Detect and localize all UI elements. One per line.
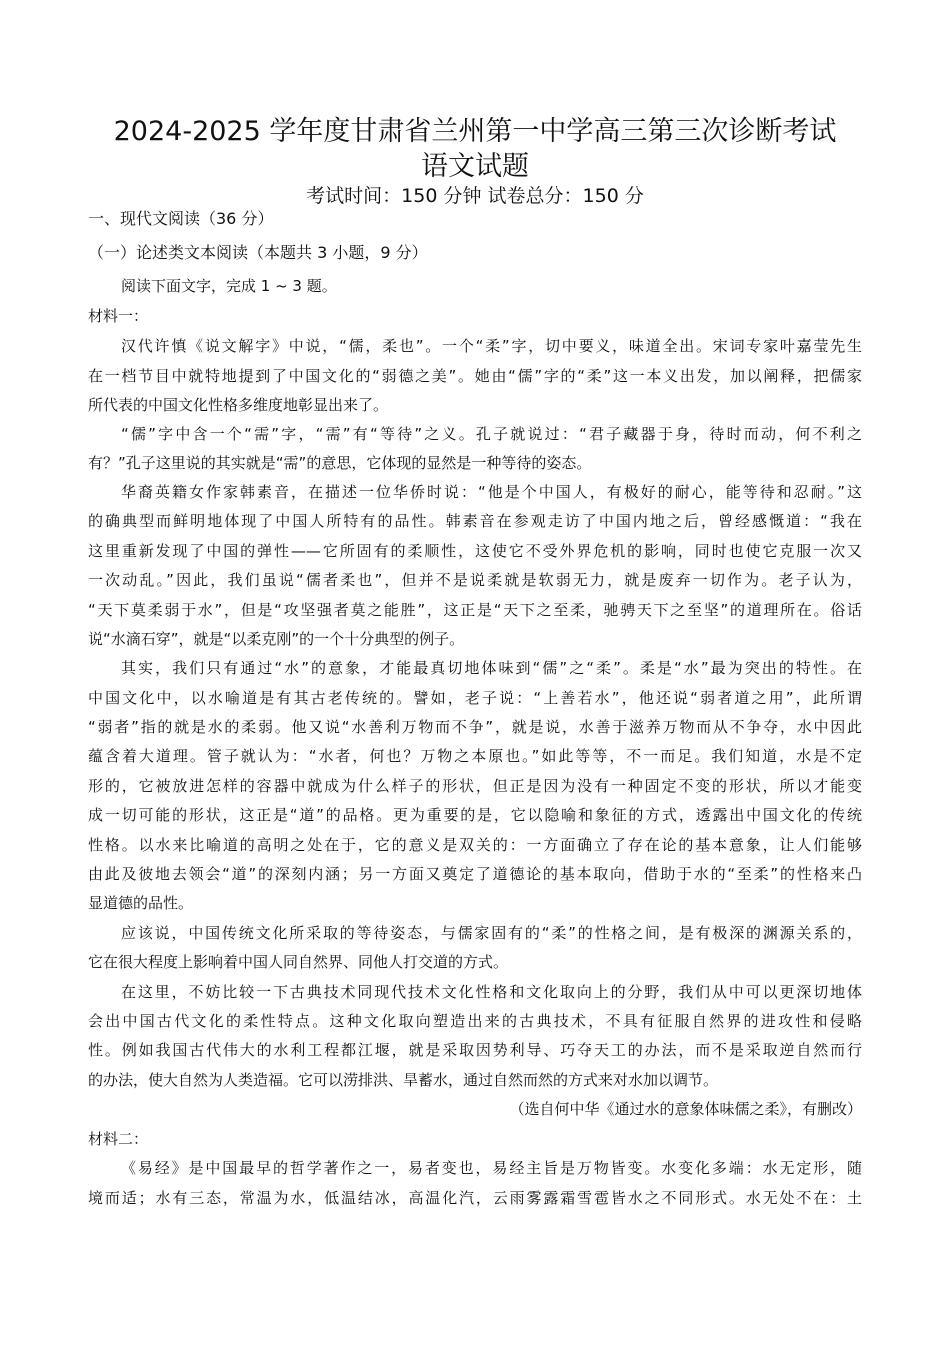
- paragraph-line: 有？”孔子这里说的其实就是“需”的意思，它体现的显然是一种等待的姿态。: [88, 454, 592, 472]
- section-heading: 一、现代文阅读（36 分）: [88, 209, 274, 228]
- paragraph-line: “天下莫柔弱于水”，但是“攻坚强者莫之能胜”，这正是“天下之至柔，驰骋天下之至坚”的道理所在。俗话: [88, 601, 862, 619]
- paragraph-line: 性。例如我国古代伟大的水利工程都江堰，就是采取因势利导、巧夺天工的办法，而不是采取逆自然而行: [88, 1041, 862, 1059]
- paragraph-line: 的确典型而鲜明地体现了中国人所特有的品性。韩素音在参观走访了中国内地之后，曾经感慨道：“我在: [88, 512, 862, 530]
- exam-title: 2024-2025 学年度甘肃省兰州第一中学高三第三次诊断考试: [113, 116, 837, 147]
- paragraph-line: 中国文化中，以水喻道是有其古老传统的。譬如，老子说：“上善若水”，他还说“弱者道之用”，此所谓: [88, 689, 862, 707]
- source-citation: （选自何中华《通过水的意象体味儒之柔》，有删改）: [509, 1100, 862, 1118]
- paragraph-line: 它在很大程度上影响着中国人同自然界、同他人打交道的方式。: [88, 953, 509, 971]
- paragraph-line: 在这里，不妨比较一下古典技术同现代技术文化性格和文化取向上的分野，我们从中可以更深切地体: [121, 983, 862, 1001]
- paragraph-line: 性格。以水来比喻道的高明之处在于，它的意义是双关的：一方面确立了存在论的基本意象，让人们能够: [88, 836, 862, 854]
- paragraph-line: 境而适；水有三态，常温为水，低温结冰，高温化汽，云雨雾露霜雪雹皆水之不同形式。水无处不在：土: [88, 1189, 862, 1207]
- paragraph-line: “儒”字中含一个“需”字，“需”有“等待”之义。孔子就说过：“君子藏器于身，待时而动，何不利之: [121, 425, 862, 443]
- material-one-label: 材料一：: [88, 307, 149, 325]
- paragraph-line: 的办法，使大自然为人类造福。它可以涝排洪、旱蓄水，通过自然而然的方式来对水加以调节。: [88, 1071, 719, 1089]
- paragraph-line: 一次动乱。”因此，我们虽说“儒者柔也”，但并不是说柔就是软弱无力，就是废弃一切作为。老子认为，: [88, 571, 862, 589]
- reading-instruction: 阅读下面文字，完成 1 ~ 3 题。: [121, 277, 337, 295]
- paragraph-line: 《易经》是中国最早的哲学著作之一，易者变也，易经主旨是万物皆变。水变化多端：水无定形，随: [121, 1159, 862, 1177]
- paragraph-line: 这里重新发现了中国的弹性——它所固有的柔顺性，这使它不受外界危机的影响，同时也使它克服一次又: [88, 542, 862, 560]
- paragraph-line: “弱者”指的就是水的柔弱。他又说“水善利万物而不争”，就是说，水善于滋养万物而从不争夺，水中因此: [88, 718, 862, 736]
- paragraph-line: 其实，我们只有通过“水”的意象，才能最真切地体味到“儒”之“柔”。柔是“水”最为突出的特性。在: [121, 659, 862, 677]
- paragraph-line: 形的，它被放进怎样的容器中就成为什么样子的形状，但正是因为没有一种固定不变的形状，所以才能变: [88, 777, 862, 795]
- material-two-label: 材料二：: [88, 1130, 149, 1148]
- paragraph-line: 应该说，中国传统文化所采取的等待姿态，与儒家固有的“柔”的性格之间，是有极深的渊源关系的，: [121, 924, 862, 942]
- paragraph-line: 由此及彼地去领会“道”的深刻内涵；另一方面又奠定了道德论的基本取向，借助于水的“至柔”的性格来凸: [88, 865, 862, 883]
- paragraph-line: 汉代许慎《说文解字》中说，“儒，柔也”。一个“柔”字，切中要义，味道全出。宋词专家叶嘉莹先生: [121, 337, 862, 355]
- paragraph-line: 华裔英籍女作家韩素音，在描述一位华侨时说：“他是个中国人，有极好的耐心，能等待和忍耐。”这: [121, 483, 862, 501]
- subsection-heading: （一）论述类文本阅读（本题共 3 小题，9 分）: [88, 243, 428, 262]
- paragraph-line: 所代表的中国文化性格多维度地彰显出来了。: [88, 396, 389, 414]
- paragraph-line: 显道德的品性。: [88, 894, 194, 912]
- paragraph-line: 说“水滴石穿”，就是“以柔克刚”的一个十分典型的例子。: [88, 630, 465, 648]
- exam-info: 考试时间：150 分钟 试卷总分：150 分: [306, 185, 644, 207]
- paragraph-line: 成一切可能的形状，这正是“道”的品格。更为重要的是，它以隐喻和象征的方式，透露出中国文化的传统: [88, 806, 862, 824]
- paragraph-line: 会出中国古代文化的柔性特点。这种文化取向塑造出来的古典技术，不具有征服自然界的进攻性和侵略: [88, 1012, 862, 1030]
- exam-subject: 语文试题: [421, 151, 529, 182]
- paragraph-line: 在一档节目中就特地提到了中国文化的“弱德之美”。她由“儒”字的“柔”这一本义出发，加以阐释，把儒家: [88, 367, 862, 385]
- paragraph-line: 蕴含着大道理。管子就认为：“水者，何也？万物之本原也。”如此等等，不一而足。我们知道，水是不定: [88, 747, 862, 765]
